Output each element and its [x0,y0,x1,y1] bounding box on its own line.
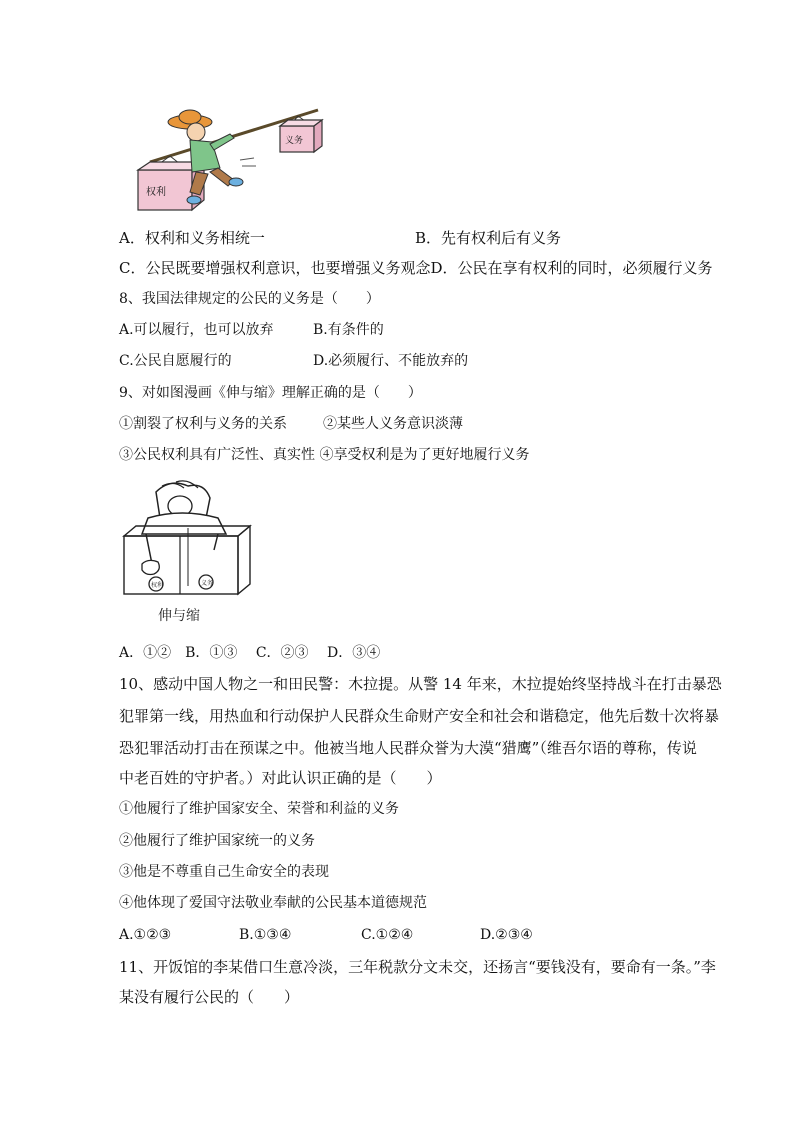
q9-items-3-4: ③公民权利具有广泛性、真实性 ④享受权利是为了更好地履行义务 [119,447,530,463]
box-duties-label: 义务 [285,136,304,146]
q10-item-1: ①他履行了维护国家安全、荣誉和利益的义务 [119,801,399,817]
q10-item-4: ④他体现了爱国守法敬业奉献的公民基本道德规范 [119,895,427,911]
q8-option-b: B.有条件的 [313,322,384,338]
q10-stem-line-2: 犯罪第一线，用热血和行动保护人民群众生命财产安全和社会和谐稳定，他先后数十次将暴 [119,707,720,725]
q10-option-c: C.①②④ [361,927,414,943]
q8-option-a: A.可以履行，也可以放弃 [119,322,274,338]
q8-option-d: D.必须履行、不能放弃的 [313,353,469,369]
box-rights-label: 权利 [146,187,166,198]
q7-option-d-text: D．公民在享有权利的同时，必须履行义务 [430,259,713,277]
q10-stem-line-3: 恐犯罪活动打击在预谋之中。他被当地人民群众誉为大漠“猎鹰”（维吾尔语的尊称，传说 [119,739,697,757]
q10-stem-line-4: 中老百姓的守护者。）对此认识正确的是（ ） [119,769,442,787]
q8-option-c: C.公民自愿履行的 [119,353,232,369]
q10-item-2: ②他履行了维护国家统一的义务 [119,833,315,849]
q7-option-c [119,258,713,278]
q10-stem-line-1: 10、感动中国人物之一和田民警：木拉提。从警 14 年来，木拉提始终坚持战斗在打击暴恐 [119,675,722,693]
q10-option-b: B.①③④ [239,927,292,943]
q7-option-a: A．权利和义务相统一 [119,229,265,247]
q9-item-1: ①割裂了权利与义务的关系 [119,416,287,432]
cartoon2-right-label: 义务 [201,580,214,587]
q9-stem: 9、对如图漫画《伸与缩》理解正确的是（ ） [119,385,422,401]
q10-item-3: ③他是不尊重自己生命安全的表现 [119,864,329,880]
q11-stem-line-1: 11、开饭馆的李某借口生意冷淡，三年税款分文未交，还扬言“要钱没有，要命有一条。”李 [119,958,716,976]
q9-item-2: ②某些人义务意识淡薄 [323,416,463,432]
q10-option-d: D.②③④ [480,927,533,943]
q9-items-1-2 [119,414,463,434]
cartoon2-left-label: 权利 [151,582,164,589]
q8-stem: 8、我国法律规定的公民的义务是（ ） [119,291,380,307]
cartoon2-title: 伸与缩 [158,608,200,624]
q10-option-a: A.①②③ [119,927,172,943]
q11-stem-line-2: 某没有履行公民的（ ） [119,988,300,1006]
q7-option-c-text: C．公民既要增强权利意识，也要增强义务观念 [119,259,431,277]
q7-option-b: B．先有权利后有义务 [415,229,562,247]
q9-options: A．①② B．①③ C．②③ D．③④ [119,645,381,661]
stretch-and-shrink-cartoon [118,478,258,626]
rights-duties-cartoon [130,100,325,215]
